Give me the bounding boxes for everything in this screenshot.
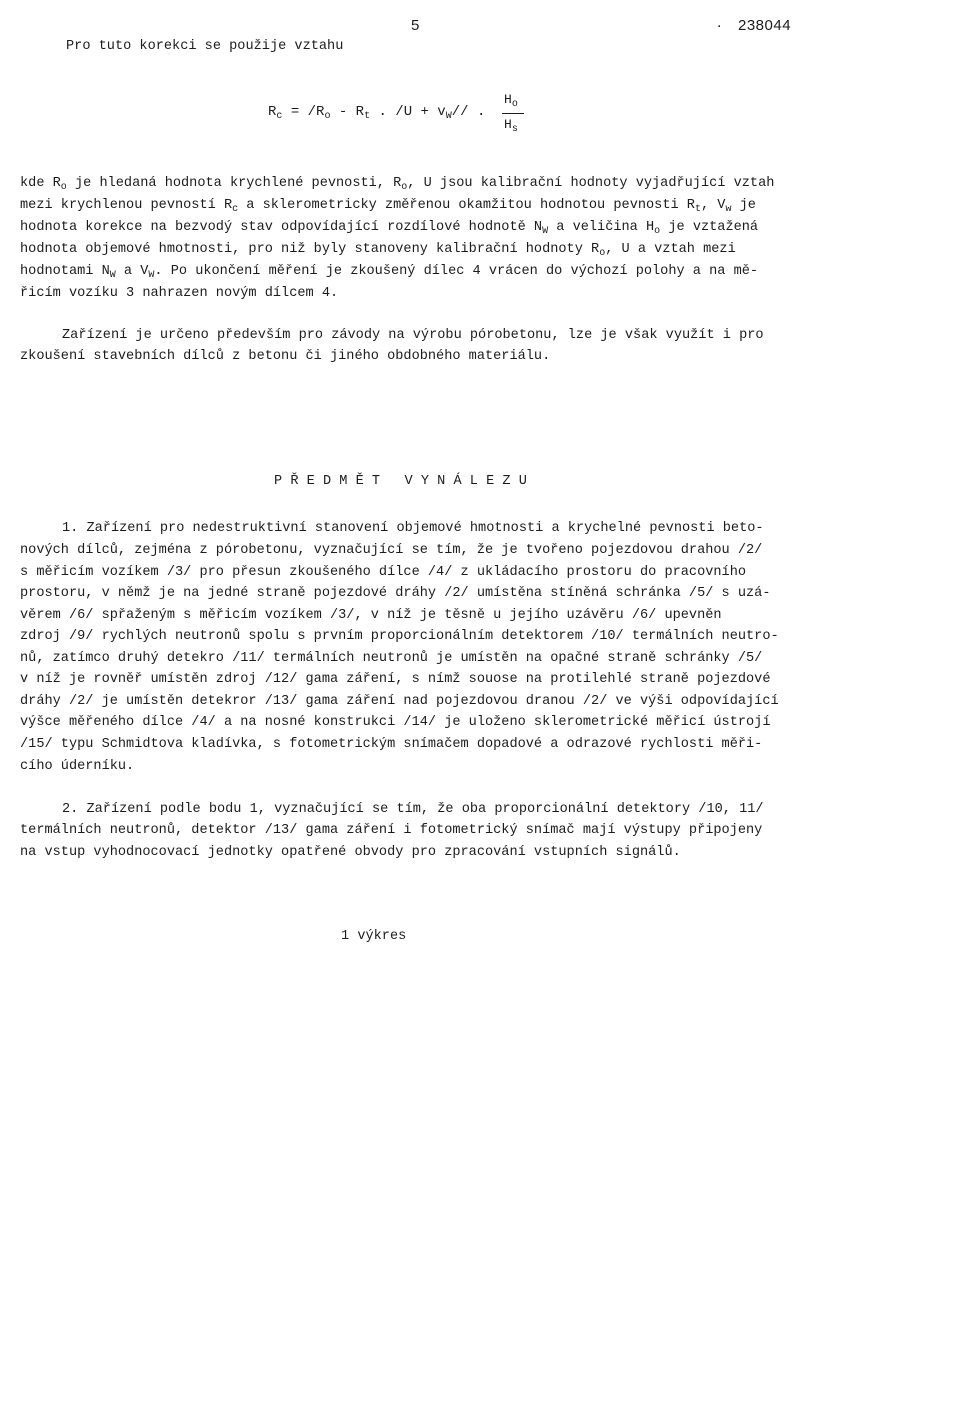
page-number: 5 — [411, 17, 420, 34]
formula-close: // . — [451, 104, 486, 120]
claim-1-line: nových dílců, zejména z pórobetonu, vyznačující se tím, že je tvořeno pojezdovou drahou /2/ — [20, 543, 763, 558]
formula-fraction-bar — [502, 113, 524, 114]
text: , U jsou kalibrační hodnoty vyjadřující vztah — [407, 176, 775, 191]
drawings-count: 1 výkres — [341, 929, 407, 944]
frac-den: H — [504, 117, 512, 132]
sub: c — [232, 204, 239, 215]
body-line-6: řicím vozíku 3 nahrazen novým dílcem 4. — [20, 286, 339, 301]
formula-uvw: . /U + v — [378, 104, 446, 120]
sub: o — [599, 248, 606, 259]
claim-1-line: prostoru, v němž je na jedné straně pojezdové dráhy /2/ umístěna stíněná schránka /5/ s uzá- — [20, 586, 771, 601]
claim-2-line: termálních neutronů, detektor /13/ gama záření i fotometrický snímač mají výstupy připojeny — [20, 823, 763, 838]
formula-fraction-denominator — [504, 117, 518, 135]
formula-rc: R — [268, 104, 277, 120]
sub: w — [725, 204, 732, 215]
claim-1-line: v níž je rovněř umístěn zdroj /12/ gama záření, s nímž souose na protilehlé straně pojezdové — [20, 672, 771, 687]
claim-1-line: s měřicím vozíkem /3/ pro přesun zkoušeného dílce /4/ z ukládacího prostoru do pracovního — [20, 565, 747, 580]
frac-den-sub: s — [511, 124, 518, 135]
text: a sklerometricky změřenou okamžitou hodnotou pevnosti R — [238, 198, 695, 213]
formula-fraction-numerator — [504, 92, 518, 110]
paragraph-2-line-2: zkoušení stavebních dílců z betonu či jiného obdobného materiálu. — [20, 349, 551, 364]
claim-1-line: zdroj /9/ rychlých neutronů spolu s prvním proporcionálním detektorem /10/ termálních neutro- — [20, 629, 779, 644]
claim-1-line: věrem /6/ spřaženým s měřicím vozíkem /3/, v níž je těsně u jejího uzávěru /6/ upevněn — [20, 608, 722, 623]
section-title: P Ř E D M Ě T V Y N Á L E Z U — [274, 474, 527, 489]
formula — [268, 104, 485, 122]
sub: t — [694, 204, 701, 215]
paragraph-2-line-1: Zařízení je určeno především pro závody na výrobu pórobetonu, lze je však využít i pro — [62, 328, 764, 343]
text: hodnota korekce na bezvodý stav odpovídající rozdílové hodnotě N — [20, 220, 543, 235]
text: , V — [700, 198, 726, 213]
formula-rt: - R — [338, 104, 365, 120]
text: a V — [115, 264, 149, 279]
sub: W — [542, 226, 549, 237]
intro-text: Pro tuto korekci se použije vztahu — [66, 39, 344, 54]
formula-vw-sub: W — [445, 111, 452, 122]
frac-num-sub: o — [511, 99, 518, 110]
sub: o — [401, 182, 408, 193]
claim-1-line: výšce měřeného dílce /4/ a na nosné konstrukci /14/ je uloženo sklerometrické měřicí ústrojí — [20, 715, 771, 730]
formula-rc-sub: c — [276, 111, 283, 122]
claim-1-line: cího úderníku. — [20, 759, 135, 774]
claim-1-line: /15/ typu Schmidtova kladívka, s fotometrickým snímačem dopadové a odrazové rychlosti měři- — [20, 737, 763, 752]
text: , U a vztah mezi — [605, 242, 736, 257]
text: je vztažená — [660, 220, 759, 235]
sub: W — [109, 270, 116, 281]
document-number: 238044 — [738, 17, 792, 34]
sub: o — [60, 182, 67, 193]
claim-2-line: na vstup vyhodnocovací jednotky opatřené obvody pro zpracování vstupních signálů. — [20, 845, 681, 860]
frac-num: H — [504, 92, 512, 107]
claim-1-line: nů, zatímco druhý detekro /11/ termálních neutronů je umístěn na opačné straně schránky /5/ — [20, 651, 763, 666]
claim-1-line: dráhy /2/ je umístěn detekror /13/ gama záření nad pojezdovou dranou /2/ ve výši odpovídající — [20, 694, 779, 709]
sub: W — [148, 270, 155, 281]
text: mezi krychlenou pevností R — [20, 198, 233, 213]
claim-2-line: 2. Zařízení podle bodu 1, vyznačující se tím, že oba proporcionální detektory /10, 11/ — [62, 802, 764, 817]
text: je — [731, 198, 756, 213]
text: hodnota objemové hmotnosti, pro niž byly stanoveny kalibrační hodnoty R — [20, 242, 600, 257]
text: hodnotami N — [20, 264, 110, 279]
sub: o — [654, 226, 661, 237]
bullet-dot-icon: . — [717, 14, 722, 31]
text: je hledaná hodnota krychlené pevnosti, R — [66, 176, 402, 191]
formula-r0: = /R — [290, 104, 325, 120]
text: . Po ukončení měření je zkoušený dílec 4 vrácen do výchozí polohy a na mě- — [154, 264, 759, 279]
text: kde R — [20, 176, 61, 191]
claim-1-line: 1. Zařízení pro nedestruktivní stanovení objemové hmotnosti a krychelné pevnosti beto- — [62, 521, 764, 536]
formula-r0-sub: o — [324, 111, 331, 122]
text: a veličina H — [548, 220, 655, 235]
formula-rt-sub: t — [364, 111, 371, 122]
